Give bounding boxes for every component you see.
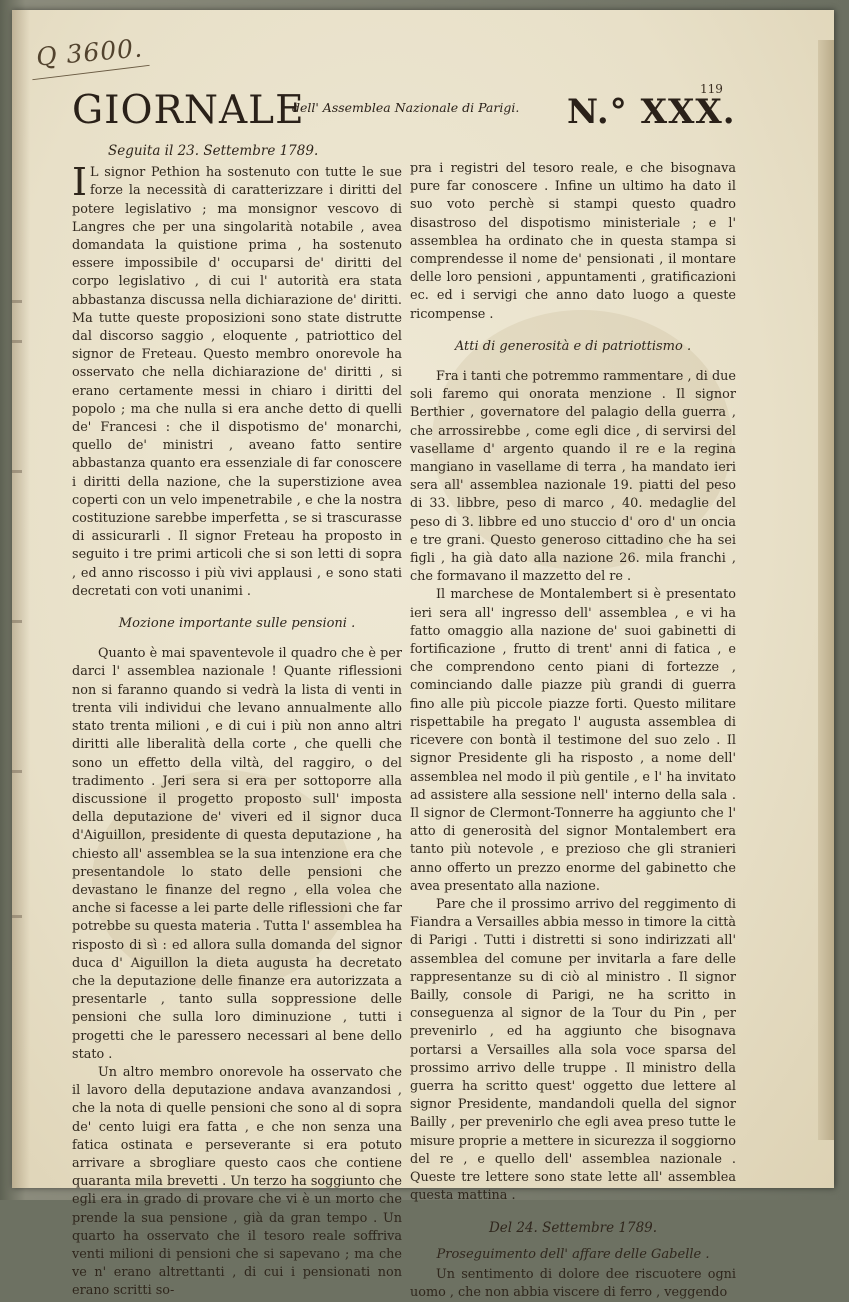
paragraph: Il marchese de Montalembert si è presentato ieri sera all' ingresso dell' assemblea , e vi ha fatto omaggio alla nazione de' suoi gabinetti di fortificazione , frutto di trent' anni di fatica , e che comprendono cento piani di fortezze , cominciando dalle piazze più grandi di guerra fino alle più piccole piazze forti. Questo militare rispettabile ha pregato l' augusta assemblea di ricevere con bontà il testimone del suo zelo . Il signor Presidente gli ha risposto , a nome dell' assemblea nel modo il più gentile , e l' ha invitato ad assistere alla sessione nell' interno della sala . Il signor de Clermont-Tonnerre ha aggiunto che l' atto di generosità del signor Montalembert era tanto più notevole , e prezioso che gli stranieri anno offerto un prezzo enorme del gabinetto che avea presentato alla nazione. xyxy=(410,587,736,894)
folio-number: 119 xyxy=(700,82,723,96)
left-column xyxy=(72,138,402,1301)
paragraph: Un altro membro onorevole ha osservato che il lavoro della deputazione andava avanzandosi , che la nota di quelle pensioni che sono al di sopra de' cento luigi era fatta , e che non senza una fatica ostinata e perseverante si era potuto arrivare a sbrogliare questo caos che contiene quaranta mila brevetti . Un terzo ha soggiunto che egli era in grado di provare che vi è un morto che prende la sua pensione , già da gran tempo . Un quarto ha osservato che il tesoro reale soffriva venti milioni di pensioni che si sapevano ; ma che ve n' erano altrettanti , di cui i pensionati non erano scritti so- xyxy=(72,1064,402,1299)
issue-number: N.° XXX. xyxy=(567,92,736,132)
paragraph: Un sentimento di dolore dee riscuotere ogni uomo , che non abbia viscere di ferro , veggendo xyxy=(410,1266,736,1300)
section-heading: Atti di generosità e di patriottismo . xyxy=(454,338,692,354)
binding-stub xyxy=(12,770,22,773)
binding-stub xyxy=(12,300,22,303)
masthead-subtitle: dell' Assemblea Nazionale di Parigi. xyxy=(292,100,520,115)
binding-stub xyxy=(12,470,22,473)
section-heading: Mozione importante sulle pensioni . xyxy=(118,616,356,632)
newspaper-page xyxy=(12,10,834,1300)
binding-stub xyxy=(12,340,22,343)
masthead-title: GIORNALE xyxy=(72,88,305,133)
paragraph: pra i registri del tesoro reale, e che bisognava pure far conoscere . Infine un ultimo ha dato il suo voto perchè si stampi questo quadro disastroso del dispotismo ministeriale ; e l' assemblea ha ordinato che in questa stampa si comprendesse il nome de' pensionati , il montare delle loro pensioni , appuntamenti , gratificazioni ec. ed i servigi che anno dato luogo a queste ricompense . xyxy=(410,161,736,322)
paragraph: Quanto è mai spaventevole il quadro che è per darci l' assemblea nazionale ! Quante riflessioni non si faranno quando si vedrà la lista di venti in trenta vili individui che levano annualmente allo stato trenta milioni , e di cui i più non anno altri diritti alle liberalità della corte , che quelli che sono un effetto della viltà, del raggiro, o del tradimento . Jeri sera si era per sottoporre alla discussione il progetto proposto sull' imposta della deputazione de' viveri ed il signor duca d'Aiguillon, presidente di questa deputazione , ha chiesto all' assemblea se la sua intenzione era che presentandole lo stato delle pensioni che devastano le finanze del regno , ella volea che anche si facesse a lei parte delle riflessioni che far potrebbe su questa materia . Tutta l' assemblea ha risposto di sì : ed allora sulla domanda del signor duca d' Aiguillon la dieta augusta ha decretato che la deputazione delle finanze era autorizzata a presentarle , tanto sulla soppressione delle pensioni che sulla loro diminuzione , tutti i progetti che le paressero necessari al bene dello stato . xyxy=(72,646,402,1062)
paragraph: Pare che il prossimo arrivo del reggimento di Fiandra a Versailles abbia messo in timore la città di Parigi . Tutti i distretti si sono indirizzati all' assemblea del comune per invitarla a fare delle rappresentanze su di ciò al ministro . Il signor Bailly, console di Parigi, ne ha scritto in conseguenza al signor de la Tour du Pin , per prevenirlo , ed ha aggiunto che bisognava portarsi a Versailles alla sola voce sparsa del prossimo arrivo delle truppe . Il ministro della guerra ha scritto quest' oggetto due lettere al signor Presidente, mandandoli quella del signor Bailly , per prevenirlo che egli avea preso tutte le misure proprie a mettere in sicurezza il soggiorno del re , e quello dell' assemblea nazionale . Queste tre lettere sono state lette all' assemblea questa mattina . xyxy=(410,896,736,1204)
paragraph: IL signor Pethion ha sostenuto con tutte le sue forze la necessità di caratterizzare i diritti del potere legislativo ; ma monsignor vescovo di Langres che per una singolarità notabile , avea domandata la quistione prima , ha sostenuto essere impossibile d' occuparsi de' diritti del corpo legislativo , di cui l' autorità era stata abbastanza discussa nella dichiarazione de' diritti. Ma tutte queste proposizioni sono state distrutte dal discorso saggio , eloquente , patriottico del signor de Freteau. Questo membro onorevole ha osservato che nella dichiarazione de' diritti , si erano certamente messi in chiaro i diritti del popolo ; ma che nulla si era anche detto di quelli de' Francesi : che il dispotismo de' monarchi, quello de' ministri , aveano fatto sentire abbastanza quanto era essenziale di far conoscere i diritti della nazione, che la superstizione avea coperti con un velo impenetrabile , e che la nostra costituzione sarebbe imperfetta , se si trascurasse di assicurarli . Il signor Freteau ha proposto in seguito i tre primi articoli che si son letti di sopra , ed anno riscosso i più vivi applausi , e sono stati decretati con voti unanimi . xyxy=(72,160,402,599)
dateline: Seguita il 23. Settembre 1789. xyxy=(108,143,319,159)
manuscript-note: Q 3600. xyxy=(34,33,145,72)
right-column xyxy=(410,160,736,1302)
binding-stub xyxy=(12,915,22,918)
binding-stub xyxy=(12,620,22,623)
paragraph: Fra i tanti che potremmo rammentare , di due soli faremo qui onorata menzione . Il signor Berthier , governatore del palagio della guerra , che arrossirebbe , come egli dice , di servirsi del vasellame d' argento quando il re e la regina mangiano in vasellame di terra , ha mandato ieri sera all' assemblea nazionale 19. piatti del peso di 33. libbre, peso di marco , 40. medaglie del peso di 3. libbre ed uno stuccio d' oro d' un oncia e tre grani. Questo generoso cittadino che ha sei figli , ha già dato alla nazione 26. mila franchi , che formavano il mazzetto del re . xyxy=(410,369,736,585)
page-edge xyxy=(818,40,834,1140)
section-heading: Proseguimento dell' affare delle Gabelle . xyxy=(436,1246,710,1262)
dateline: Del 24. Settembre 1789. xyxy=(488,1220,658,1237)
